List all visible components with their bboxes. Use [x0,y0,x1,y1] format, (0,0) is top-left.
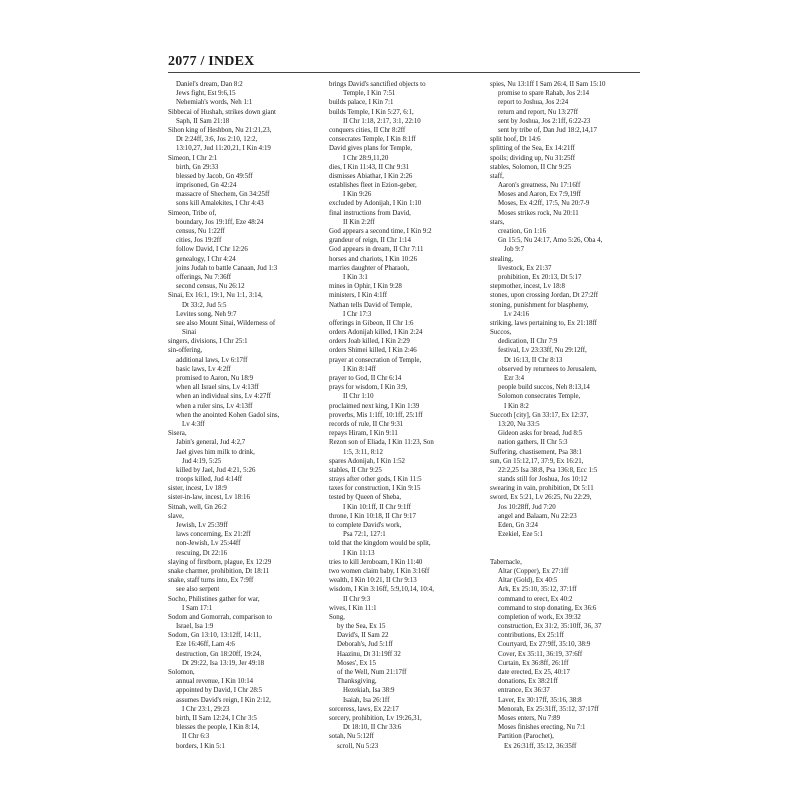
index-entry: Sinai, Ex 16:1, 19:1, Nu 1:1, 3:14, [168,292,263,300]
index-entry: Thanksgiving, [337,678,377,686]
index-entry: festival, Lv 23:33ff, Nu 29:12ff, [498,347,587,355]
index-entry: Psa 72:1, 127:1 [343,531,386,539]
index-entry: cities, Jos 19:2ff [176,237,222,245]
index-entry: Temple, I Kin 7:51 [343,90,396,98]
index-entry: spares Adonijah, I Kin 1:52 [329,457,405,465]
index-entry: consecrates Temple, I Kin 8:1ff [329,136,416,144]
index-entry: rescuing, Dt 22:16 [176,549,228,557]
index-entry: sent by Joshua, Jos 2:1ff, 6:22-23 [498,117,591,125]
index-entry: annual revenue, I Kin 10:14 [176,678,254,686]
index-entry: Solomon, [168,669,195,676]
index-entry: Suffering, chastisement, Psa 38:1 [490,448,582,456]
index-entry: when an individual sins, Lv 4:27ff [176,393,271,401]
index-entry: sorceress, laws, Ex 22:17 [329,705,399,713]
index-entry: Lv 24:16 [504,310,530,318]
index-entry: Solomon consecrates Temple, [498,393,581,401]
index-entry: Succos, [490,329,512,337]
index-entry: stables, Solomon, II Chr 9:25 [490,163,572,171]
index-entry: sin-offering, [168,347,203,355]
index-entry: see also serpent [176,586,220,594]
index-entry: Haazinu, Dt 31:19ff 32 [337,650,401,658]
index-entry: dedication, II Chr 7:9 [498,338,558,346]
index-entry: of the Well, Num 21:17ff [337,669,407,676]
index-entry: Eze 16:46ff, Lam 4:6 [176,641,235,649]
index-entry: ministers, I Kin 4:1ff [329,292,388,300]
index-entry [490,539,642,548]
index-entry: non-Jewish, Lv 25:44ff [176,540,241,548]
index-column-3 [490,80,642,751]
index-entry: marries daughter of Pharaoh, [329,264,409,272]
index-entry: snake, staff turns into, Ex 7:9ff [168,577,254,585]
index-entry: told that the kingdom would be split, [329,540,431,548]
index-entry: Nehemiah's words, Neh 1:1 [176,99,253,107]
index-entry: promised to Aaron, Nu 18:9 [176,375,254,382]
index-entry: census, Nu 1:22ff [176,228,225,235]
index-entry: slaying of firstborn, plague, Ex 12:29 [168,558,272,566]
index-entry: tries to kill Jeroboam, I Kin 11:40 [329,558,423,566]
index-entry: joins Judah to battle Canaan, Jud 1:3 [176,264,278,272]
index-column-1 [168,80,320,751]
index-entry: second census, Nu 26:12 [176,283,245,291]
index-entry: I Chr 17:3 [343,310,372,318]
index-entry: Lv 4:3ff [182,420,205,428]
index-entry: Gn 15:5, Nu 24:17, Amo 5:26, Oba 4, [498,237,603,245]
index-entry: Jews fight, Est 9:6,15 [176,90,236,98]
index-entry: spies, Nu 13:1ff I Sam 26:4, II Sam 15:10 [490,81,606,88]
index-entry: I Kin 8:2 [504,402,529,410]
index-entry [490,549,642,558]
index-entry: Jabin's general, Jud 4:2,7 [176,439,246,447]
index-entry: Song, [329,613,345,621]
index-entry: sotah, Nu 5:12ff [329,733,374,741]
index-entry: II Chr 1:18, 2:17, 3:1, 22:10 [343,117,421,125]
index-entry: stables, II Chr 9:25 [329,466,382,474]
index-entry: establishes fleet in Ezion-geber, [329,182,417,190]
index-entry: return and report, Nu 13:27ff [498,108,579,116]
index-entry: Sodom and Gomorrah, comparison to [168,613,272,621]
index-entry: Rezon son of Eliada, I Kin 11:23, Son [329,439,434,447]
index-entry: spoils; dividing up, Nu 31:25ff [490,154,576,162]
index-entry: I Chr 28:9,11,20 [343,154,389,162]
index-entry: staff, [490,172,504,180]
index-entry: prayer at consecration of Temple, [329,356,422,364]
index-entry: additional laws, Lv 6:17ff [176,356,248,364]
index-entry: repays Hiram, I Kin 9:11 [329,430,398,438]
index-entry: Ex 26:31ff, 35:12, 36:35ff [504,742,577,750]
index-column-2 [329,80,481,751]
index-entry: Moses enters, Nu 7:89 [498,714,561,722]
index-entry: II Chr 1:10 [343,393,374,401]
index-entry: I Sam 17:1 [182,604,213,612]
index-entry: Job 9:7 [504,246,525,254]
index-entry: I Kin 11:13 [343,549,375,557]
index-entry: Menorah, Ex 25:31ff, 35:12, 37:17ff [498,705,599,713]
index-entry: Daniel's dream, Dan 8:2 [176,81,243,88]
index-entry: Simeon, Tribe of, [168,209,217,217]
index-entry: prays for wisdom, I Kin 3:9, [329,384,408,392]
index-entry: singers, divisions, I Chr 25:1 [168,338,248,346]
index-entry: two women claim baby, I Kin 3:16ff [329,567,430,575]
index-entry: Hezekiah, Isa 38:9 [343,687,395,695]
index-entry: final instructions from David, [329,209,411,217]
index-entry: stones, upon crossing Jordan, Dt 27:2ff [490,292,599,300]
index-entry: command to stop donating, Ex 36:6 [498,604,597,612]
index-entry: Simeon, I Chr 2:1 [168,154,218,162]
index-entry: Dt 33:2, Jud 5:5 [182,301,227,309]
index-entry: sister-in-law, incest, Lv 18:16 [168,494,250,502]
header-rule [168,72,640,73]
index-entry: offerings in Gibeon, II Chr 1:6 [329,319,414,327]
index-entry: throne, I Kin 10:18, II Chr 9:17 [329,512,416,520]
index-entry: prayer to God, II Chr 6:14 [329,375,402,382]
index-entry: God appears a second time, I Kin 9:2 [329,228,432,235]
index-entry: Isaiah, Isa 26:1ff [343,696,390,704]
index-entry: observed by returnees to Jerusalem, [498,365,597,373]
index-entry: people build succos, Neh 8:13,14 [498,384,590,392]
index-entry: stealing, [490,255,514,263]
index-entry: massacre of Shechem, Gn 34:25ff [176,191,270,199]
index-entry: excluded by Adonijah, I Kin 1:10 [329,200,422,208]
index-entry: sun, Gn 15:12,17, 37:9, Ex 16:21, [490,457,584,465]
index-entry: Jos 10:28ff, Jud 7:20 [498,503,556,511]
index-entry: Gideon asks for bread, Jud 8:5 [498,430,583,438]
index-entry: Dt 18:10, II Chr 33:6 [343,724,402,732]
index-entry: striking, laws pertaining to, Ex 21:18ff [490,319,597,327]
index-entry: Deborah's, Jud 5:1ff [337,641,393,649]
index-entry: Dt 2:24ff, 3:6, Jos 2:10, 12:2, [176,136,258,144]
index-entry: Jael gives him milk to drink, [176,448,255,456]
index-entry: by the Sea, Ex 15 [337,623,386,631]
index-entry: swearing in vain, prohibition, Dt 5:11 [490,485,594,493]
index-entry: mines in Ophir, I Kin 9:28 [329,283,402,291]
index-entry: stars, [490,218,505,226]
index-entry: II Chr 9:3 [343,595,371,603]
index-entry: Dt 16:13, II Chr 8:13 [504,356,563,364]
index-entry: proverbs, Mis 1:1ff, 10:1ff, 25:1ff [329,411,423,419]
index-entry: Tabernacle, [490,558,522,566]
index-entry: Sibbecai of Hushah, strikes down giant [168,108,276,116]
index-entry: records of rule, II Chr 9:31 [329,420,404,428]
index-entry: follow David, I Chr 12:26 [176,246,248,254]
index-entry: destruction, Gn 18:20ff, 19:24, [176,650,262,658]
index-entry: dismisses Abiathar, I Kin 2:26 [329,172,413,180]
index-entry: see also Mount Sinai, Wilderness of [176,319,276,327]
index-entry: killed by Jael, Jud 4:21, 5:26 [176,466,256,474]
index-entry: stoning, punishment for blasphemy, [490,301,589,309]
index-entry: horses and chariots, I Kin 10:26 [329,255,418,263]
index-entry: birth, II Sam 12:24, I Chr 3:5 [176,714,257,722]
index-entry: Altar (Gold), Ex 40:5 [498,577,558,585]
index-entry: command to erect, Ex 40:2 [498,595,573,603]
index-entry: blesses the people, I Kin 8:14, [176,724,260,732]
index-entry: Ark, Ex 25:10, 35:12, 37:1ff [498,586,577,594]
index-entry: I Kin 3:1 [343,273,368,281]
index-entry: livestock, Ex 21:37 [498,264,552,272]
index-entry: Curtain, Ex 36:8ff, 26:1ff [498,659,569,667]
index-entry: Dt 29:22, Isa 13:19, Jer 49:18 [182,659,265,667]
index-entry: genealogy, I Chr 4:24 [176,255,236,263]
index-entry: 13:10,27, Jud 11:20,21, I Kin 4:19 [176,145,271,153]
index-entry: assumes David's reign, I Kin 2:12, [176,696,271,704]
page-header [168,54,254,70]
index-entry: David gives plans for Temple, [329,145,413,153]
index-entry: date erected, Ex 25, 40:17 [498,669,570,676]
index-entry: I Chr 23:1, 29:23 [182,705,230,713]
index-entry: II Kin 2:2ff [343,218,375,226]
index-entry: Aaron's greatness, Nu 17:16ff [498,182,581,190]
index-entry: wives, I Kin 11:1 [329,604,377,612]
index-entry: to complete David's work, [329,522,402,529]
index-entry: when a ruler sins, Lv 4:13ff [176,402,253,410]
index-entry: offerings, Nu 7:36ff [176,273,232,281]
index-entry: conquers cities, II Chr 8:2ff [329,126,406,134]
index-entry: boundary, Jos 19:1ff, Eze 48:24 [176,218,264,226]
index-entry: Moses strikes rock, Nu 20:11 [498,209,579,217]
index-entry: sent by tribe of, Dan Jud 18:2,14,17 [498,126,597,134]
index-entry: basic laws, Lv 4:2ff [176,365,231,373]
index-entry: stands still for Joshua, Jos 10:12 [498,476,588,484]
index-entry: troops killed, Jud 4:14ff [176,476,243,484]
index-entry: promise to spare Rahab, Jos 2:14 [498,90,590,98]
index-entry: laws concerning, Ex 21:2ff [176,531,251,539]
index-entry: creation, Gn 1:16 [498,228,547,235]
index-entry: Succoth [city], Gn 33:17, Ex 12:37, [490,411,589,419]
index-entry: Socho, Philistines gather for war, [168,595,260,603]
index-entry: stepmother, incest, Lv 18:8 [490,283,565,291]
index-entry: Israel, Isa 1:9 [176,623,214,631]
index-entry: Nathan tells David of Temple, [329,301,413,309]
index-entry: entrance, Ex 36:37 [498,687,550,695]
index-entry: snake charmer, prohibition, Dt 18:11 [168,567,270,575]
index-entry: Levites song, Neh 9:7 [176,310,237,318]
index-entry: Moses', Ex 15 [337,659,376,667]
index-entry: Cover, Ex 35:11, 36:19, 37:6ff [498,650,583,658]
index-entry: I Kin 8:14ff [343,365,376,373]
index-entry: slave, [168,512,184,520]
index-entry: wisdom, I Kin 3:16ff, 5:9,10,14, 10:4, [329,586,434,594]
index-entry: Ezr 3:4 [504,375,525,382]
index-entry: taxes for construction, I Kin 9:15 [329,485,421,493]
index-entry: Sinai [182,329,197,337]
index-entry: borders, I Kin 5:1 [176,742,225,750]
index-entry: donations, Ex 38:21ff [498,678,558,686]
index-entry: report to Joshua, Jos 2:24 [498,99,569,107]
index-entry: I Kin 10:1ff, II Chr 9:1ff [343,503,411,511]
index-entry: sorcery, prohibition, Lv 19:26,31, [329,714,422,722]
index-entry: David's, II Sam 22 [337,632,389,640]
index-entry: Courtyard, Ex 27:9ff, 35:10, 38:9 [498,641,591,649]
index-entry: Moses finishes erecting, Nu 7:1 [498,724,586,732]
index-entry: Altar (Copper), Ex 27:1ff [498,567,569,575]
section-title: / INDEX [200,54,255,69]
index-entry: Eden, Gn 3:24 [498,522,538,529]
index-entry: grandeur of reign, II Chr 1:14 [329,237,411,245]
index-entry: strays after other gods, I Kin 11:5 [329,476,422,484]
index-entry: builds Temple, I Kin 5:27, 6:1, [329,108,414,116]
index-entry: nation gathers, II Chr 5:3 [498,439,568,447]
index-entry: birth, Gn 29:33 [176,163,219,171]
index-entry: appointed by David, I Chr 28:5 [176,687,263,695]
index-entry: Laver, Ex 30:17ff, 35:16, 38:8 [498,696,582,704]
index-entry: Partition (Parochet), [498,733,554,741]
index-entry: when the anointed Kohen Gadol sins, [176,411,280,419]
index-entry: orders Shimei killed, I Kin 2:46 [329,347,417,355]
index-entry: II Chr 6:3 [182,733,210,741]
index-entry: Ezekiel, Eze 5:1 [498,531,543,539]
index-entry: sons kill Amalekites, I Chr 4:43 [176,200,264,208]
index-entry: Moses and Aaron, Ex 7:9,19ff [498,191,581,199]
index-entry: 1:5, 3:11, 8:12 [343,448,383,456]
index-entry: tested by Queen of Sheba, [329,494,402,502]
page-number: 2077 [168,54,197,69]
index-entry: Saph, II Sam 21:18 [176,117,230,125]
index-entry: scroll, Nu 5:23 [337,742,379,750]
index-entry: Sihon king of Heshbon, Nu 21:21,23, [168,126,272,134]
index-entry: Sitnah, well, Gn 26:2 [168,503,227,511]
index-entry: 13:20, Nu 33:5 [498,420,540,428]
index-entry: prohibition, Ex 20:13, Dt 5:17 [498,273,582,281]
index-entry: angel and Balaam, Nu 22:23 [498,512,577,520]
index-entry: completion of work, Ex 39:32 [498,613,581,621]
index-entry: God appears in dream, II Chr 7:11 [329,246,424,254]
index-entry: blessed by Jacob, Gn 49:5ff [176,172,253,180]
index-entry: Sodom, Gn 13:10, 13:12ff, 14:11, [168,632,262,640]
index-entry: Moses, Ex 4:2ff, 17:5, Nu 20:7-9 [498,200,590,208]
index-entry: proclaimed next king, I Kin 1:39 [329,402,420,410]
index-entry: dies, I Kin 11:43, II Chr 9:31 [329,163,410,171]
index-entry: orders Joab killed, I Kin 2:29 [329,338,410,346]
index-entry: imprisoned, Gn 42:24 [176,182,237,190]
index-entry: split hoof, Dt 14:6 [490,136,541,144]
index-entry: wealth, I Kin 10:21, II Chr 9:13 [329,577,417,585]
index-entry: I Kin 9:26 [343,191,372,199]
index-entry: sword, Ex 5:21, Lv 26:25, Nu 22:29, [490,494,592,502]
index-entry: orders Adonijah killed, I Kin 2:24 [329,329,423,337]
index-entry: when all Israel sins, Lv 4:13ff [176,384,259,392]
index-entry: Jewish, Lv 25:39ff [176,522,228,529]
index-entry: splitting of the Sea, Ex 14:21ff [490,145,575,153]
index-entry: 22:2,25 Isa 38:8, Psa 136:8, Ecc 1:5 [498,466,598,474]
index-entry: construction, Ex 31:2, 35:10ff, 36, 37 [498,623,602,631]
index-entry: Sisera, [168,430,187,438]
index-entry: builds palace, I Kin 7:1 [329,99,394,107]
index-entry: contributions, Ex 25:1ff [498,632,564,640]
index-entry: sister, incest, Lv 18:9 [168,485,227,493]
index-entry: brings David's sanctified objects to [329,81,426,88]
index-entry: Jud 4:19, 5:25 [182,457,222,465]
